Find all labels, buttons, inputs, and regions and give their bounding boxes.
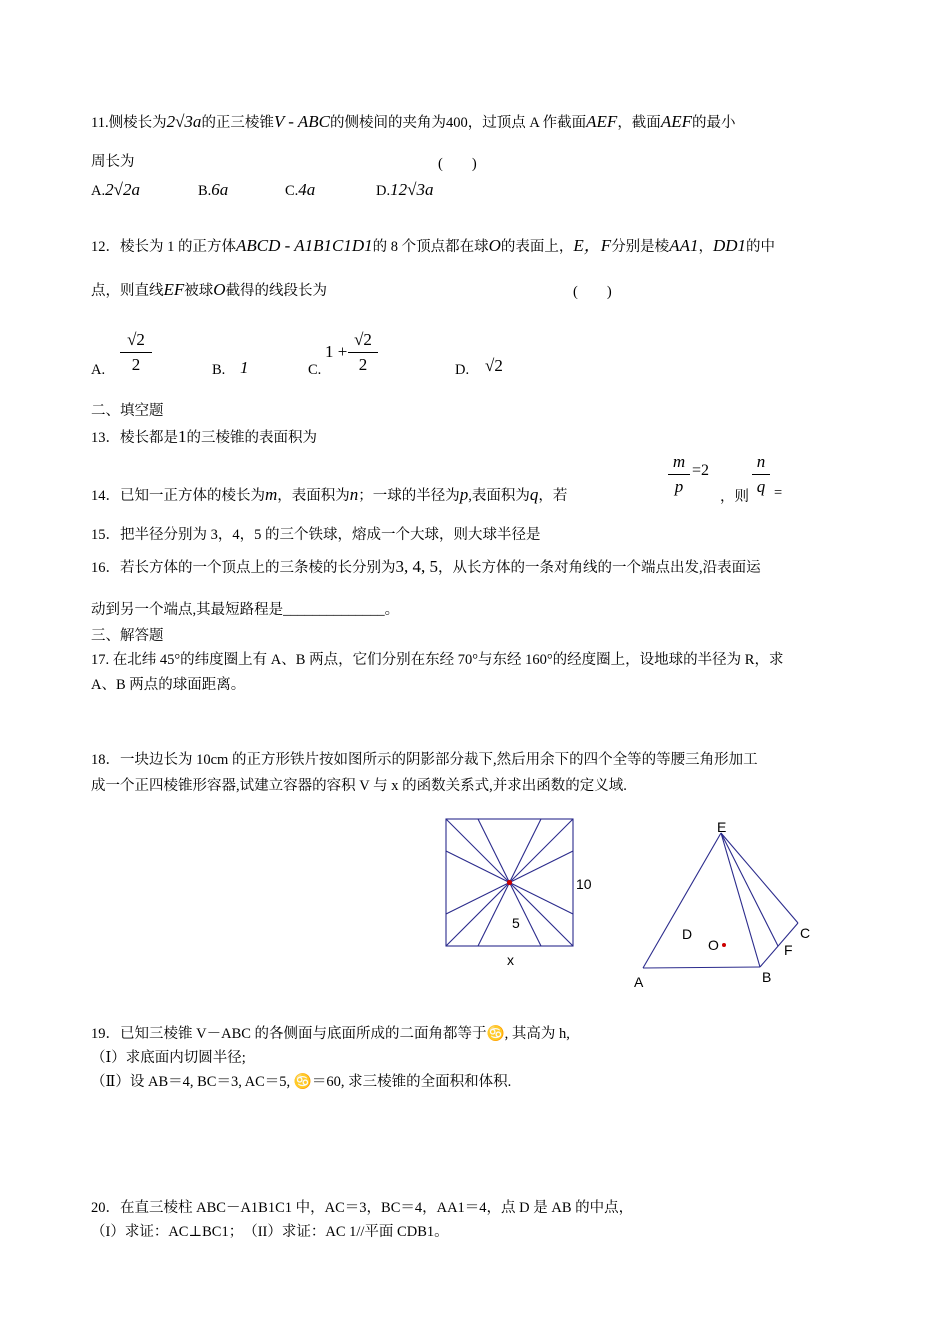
q11-option-a bbox=[91, 180, 140, 200]
q19-line2: （Ⅰ）求底面内切圆半径; bbox=[91, 1050, 246, 1066]
q14-fraction-m-p bbox=[668, 452, 690, 497]
q12-line1: 12．棱长为 1 的正方体ABCD - A1B1C1D1的 8 个顶点都在球O的表面上，E，F分别是棱AA1，DD1的中 bbox=[91, 236, 776, 255]
q11-text-2: 的正三棱锥 bbox=[201, 115, 274, 131]
q13-text-2: 的三棱锥的表面积为 bbox=[186, 430, 317, 446]
edge-ab bbox=[643, 967, 760, 968]
q12-option-b-value: 1 bbox=[240, 358, 249, 377]
q12-option-a-fraction bbox=[120, 330, 152, 375]
q14-frac2-numerator: n bbox=[756, 452, 766, 471]
q12-option-d-label: D. bbox=[455, 362, 470, 378]
q16-line2: 动到另一个端点,其最短路程是______________。 bbox=[91, 602, 400, 618]
q14-var-m: m bbox=[265, 485, 278, 504]
q12-points-ef: E，F bbox=[573, 236, 612, 255]
q12-edge-dd1: DD1 bbox=[712, 236, 747, 255]
q17-line2: A、B 两点的球面距离。 bbox=[91, 677, 246, 693]
q12-cube: ABCD - A1B1C1D1 bbox=[236, 236, 373, 255]
q18-line1: 18．一块边长为 10cm 的正方形铁片按如图所示的阴影部分裁下,然后用余下的四个全等的等腰三角形加工 bbox=[91, 752, 758, 768]
q12-option-c-denominator: 2 bbox=[358, 355, 368, 374]
q11-section-2: AEF bbox=[660, 112, 692, 131]
q12-option-c-fraction bbox=[348, 330, 378, 375]
q14-text-5: ，若 bbox=[538, 488, 568, 504]
q14-text-1: 14．已知一正方体的棱长为 bbox=[91, 488, 265, 504]
q11-text-5: 的最小 bbox=[691, 115, 736, 131]
q18-line2: 成一个正四棱锥形容器,试建立容器的容积 V 与 x 的函数关系式,并求出函数的定义域. bbox=[91, 778, 627, 794]
q14-text-6: ，则 bbox=[720, 489, 749, 505]
q12-option-c-numerator: √2 bbox=[354, 330, 372, 349]
point-d-label: D bbox=[682, 926, 693, 942]
q20-line2: （I）求证：AC⊥BC1； （II）求证：AC 1//平面 CDB1。 bbox=[91, 1224, 449, 1240]
q14-var-p: p bbox=[459, 485, 469, 504]
q16-text-1: 16．若长方体的一个顶点上的三条棱的长分别为 bbox=[91, 560, 396, 576]
q16-edge-values: 3, 4, 5 bbox=[395, 557, 438, 576]
q11-text-3: 的侧棱间的夹角为400，过顶点 A 作截面 bbox=[329, 115, 587, 131]
q11-text-1: 11.侧棱长为 bbox=[91, 115, 167, 131]
q12-text-5: 的中 bbox=[746, 239, 776, 255]
q11-option-b bbox=[198, 180, 228, 200]
q12-option-c-integer: 1 + bbox=[325, 342, 348, 361]
q14-text-4: ,表面积为 bbox=[468, 488, 530, 504]
q12-text-1: 12．棱长为 1 的正方体 bbox=[91, 239, 236, 255]
point-f-label: F bbox=[784, 942, 793, 958]
q11-option-a-label: A. bbox=[91, 183, 106, 199]
q11-option-c-label: C. bbox=[285, 183, 299, 199]
vertex-e-label: E bbox=[717, 819, 727, 835]
q12-text-2: 的 8 个顶点都在球 bbox=[372, 239, 489, 255]
vertex-b-label: B bbox=[762, 969, 772, 985]
q12-option-c-label: C. bbox=[308, 362, 322, 378]
q12-text-7: 被球 bbox=[184, 283, 214, 299]
q12-text-4: 分别是棱 bbox=[611, 239, 670, 255]
q11-pyramid: V - ABC bbox=[273, 112, 330, 131]
q15: 15．把半径分别为 3，4，5 的三个铁球，熔成一个大球，则大球半径是 bbox=[91, 527, 541, 543]
x-label: x bbox=[507, 952, 514, 968]
side-length-label: 10 bbox=[576, 876, 592, 892]
q14-text-2: ，表面积为 bbox=[277, 488, 350, 504]
q11-section-1: AEF bbox=[586, 112, 618, 131]
q13 bbox=[91, 427, 317, 448]
half-length-label: 5 bbox=[512, 915, 520, 931]
q12-option-b-label: B. bbox=[212, 362, 226, 378]
q14-text-3: ；一球的半径为 bbox=[358, 488, 460, 504]
q12-option-a-numerator: √2 bbox=[127, 330, 145, 349]
q20-line1: 20．在直三棱柱 ABC－A1B1C1 中，AC＝3，BC＝4，AA1＝4，点 D 是 AB 的中点， bbox=[91, 1200, 634, 1216]
q11-answer-paren: ( ) bbox=[438, 156, 477, 172]
q17-line1: 17. 在北纬 45°的纬度圈上有 A、B 两点，它们分别在东经 70°与东经 160°的经度圈上，设地球的半径为 R，求 bbox=[91, 652, 784, 668]
q19-line1: 19．已知三棱锥 V－ABC 的各侧面与底面所成的二面角都等于♋, 其高为 h, bbox=[91, 1026, 570, 1042]
q13-text-1: 13．棱长都是 bbox=[91, 430, 178, 446]
q14-equals-two: =2 bbox=[692, 462, 710, 479]
q11-edge-length: 2√3a bbox=[166, 112, 202, 131]
q11-line2: 周长为 bbox=[91, 154, 135, 170]
q12-edge-aa1: AA1 bbox=[669, 236, 699, 255]
q11-option-b-value: 6a bbox=[211, 180, 229, 199]
pyramid-figure bbox=[630, 815, 820, 995]
q12-sphere-o-2: O bbox=[213, 280, 226, 299]
q11-option-c-value: 4a bbox=[298, 180, 316, 199]
q19-line3: （Ⅱ）设 AB＝4, BC＝3, AC＝5, ♋＝60, 求三棱锥的全面积和体积. bbox=[91, 1074, 512, 1090]
q14-frac1-denominator: p bbox=[674, 477, 684, 496]
section-fill-in-heading: 二、填空题 bbox=[91, 403, 164, 419]
edge-eb bbox=[721, 833, 760, 967]
q16-line1 bbox=[91, 557, 761, 578]
q12-option-d-value: √2 bbox=[485, 356, 503, 375]
q14-equals: = bbox=[774, 485, 783, 501]
q14-var-n: n bbox=[349, 485, 359, 504]
vertex-a-label: A bbox=[634, 974, 644, 990]
q12-line2 bbox=[91, 280, 327, 301]
vertex-c-label: C bbox=[800, 925, 811, 941]
q14-frac2-denominator: q bbox=[756, 477, 766, 496]
q11-option-a-value: 2√2a bbox=[105, 180, 140, 199]
q16-text-2: ，从长方体的一条对角线的一个端点出发,沿表面运 bbox=[438, 560, 761, 576]
q14-var-q: q bbox=[529, 485, 539, 504]
q12-text-3: 的表面上， bbox=[500, 239, 574, 255]
q11-option-d-value: 12√3a bbox=[390, 180, 434, 199]
q14-fraction-n-q bbox=[752, 452, 770, 497]
q12-answer-paren: ( ) bbox=[573, 284, 612, 300]
center-dot bbox=[507, 880, 512, 885]
q12-option-a-denominator: 2 bbox=[131, 355, 141, 374]
q14-frac1-numerator: m bbox=[672, 452, 686, 471]
q12-option-a-label: A. bbox=[91, 362, 106, 378]
q11-option-c bbox=[285, 180, 315, 200]
square-sheet-figure bbox=[440, 815, 610, 975]
q13-edge-value: 1 bbox=[178, 427, 187, 446]
q11-option-d-label: D. bbox=[376, 183, 391, 199]
point-o-label: O bbox=[708, 937, 719, 953]
section-solution-heading: 三、解答题 bbox=[91, 628, 164, 644]
q11-text-4: ，截面 bbox=[617, 115, 661, 131]
q12-line-ef: EF bbox=[163, 280, 185, 299]
q12-text-6: 点，则直线 bbox=[91, 283, 164, 299]
q12-text-8: 截得的线段长为 bbox=[225, 283, 328, 299]
q11-option-b-label: B. bbox=[198, 183, 212, 199]
q12-sphere-o: O bbox=[488, 236, 501, 255]
q14 bbox=[91, 485, 567, 506]
center-o-dot bbox=[722, 943, 726, 947]
q11-option-d bbox=[376, 180, 433, 200]
q11-line1 bbox=[91, 112, 735, 133]
